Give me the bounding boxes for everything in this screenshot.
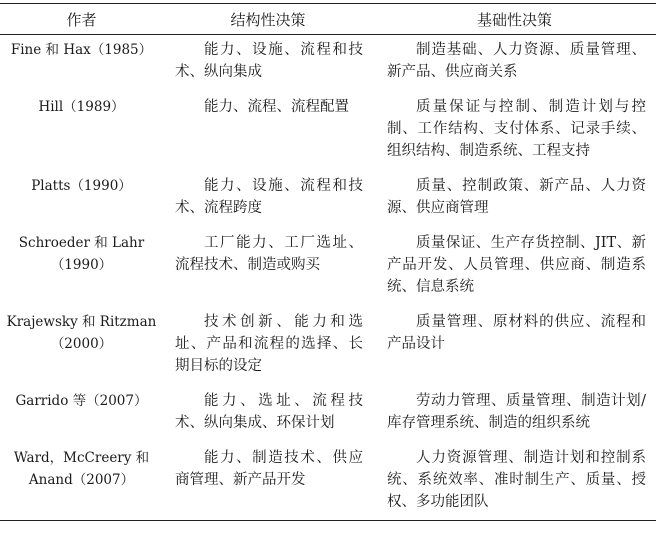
author-cell: Krajewsky 和 Ritzman（2000） (6, 313, 157, 352)
base-cell: 制造基础、人力资源、质量管理、新产品、供应商关系 (387, 42, 646, 80)
table-row (0, 443, 656, 521)
base-cell: 质量、控制政策、新产品、人力资源、供应商管理 (387, 177, 646, 216)
author-cell: Fine 和 Hax（1985） (10, 42, 153, 58)
structural-cell: 能力、制造技术、供应商管理、新产品开发 (175, 449, 363, 488)
table-row (0, 171, 656, 228)
author-cell: Hill（1989） (38, 98, 125, 115)
table-row (0, 228, 656, 307)
author-cell: Garrido 等（2007） (15, 392, 148, 409)
table-row (0, 386, 656, 443)
table-row (0, 92, 656, 171)
base-cell: 质量管理、原材料的供应、流程和产品设计 (387, 313, 646, 352)
author-cell: Platts（1990） (31, 177, 132, 194)
base-cell: 人力资源管理、制造计划和控制系统、系统效率、准时制生产、质量、授权、多功能团队 (387, 449, 646, 510)
base-cell: 劳动力管理、质量管理、制造计划/库存管理系统、制造的组织系统 (387, 392, 646, 431)
decision-table (0, 3, 656, 521)
structural-cell: 能力、选址、流程技术、纵向集成、环保计划 (175, 392, 363, 431)
author-cell: Ward，McCreery 和 Anand（2007） (13, 449, 150, 488)
base-cell: 质量保证与控制、制造计划与控制、工作结构、支付体系、记录手续、组织结构、制造系统、工程支持 (387, 98, 646, 159)
structural-cell: 能力、流程、流程配置 (204, 98, 349, 115)
author-cell: Schroeder 和 Lahr（1990） (18, 234, 145, 273)
header-author: 作者 (66, 10, 97, 29)
structural-cell: 能力、设施、流程和技术、纵向集成 (175, 42, 363, 80)
header-base: 基础性决策 (476, 10, 552, 29)
table-row (0, 307, 656, 386)
header-structural: 结构性决策 (230, 10, 306, 29)
structural-cell: 能力、设施、流程和技术、流程跨度 (175, 177, 363, 216)
structural-cell: 工厂能力、工厂选址、流程技术、制造或购买 (175, 234, 363, 273)
table-header-row (0, 4, 656, 35)
table-row (0, 35, 656, 92)
structural-cell: 技术创新、能力和选址、产品和流程的选择、长期目标的设定 (175, 313, 363, 374)
base-cell: 质量保证、生产存货控制、JIT、新产品开发、人员管理、供应商、制造系统、信息系统 (387, 234, 646, 295)
